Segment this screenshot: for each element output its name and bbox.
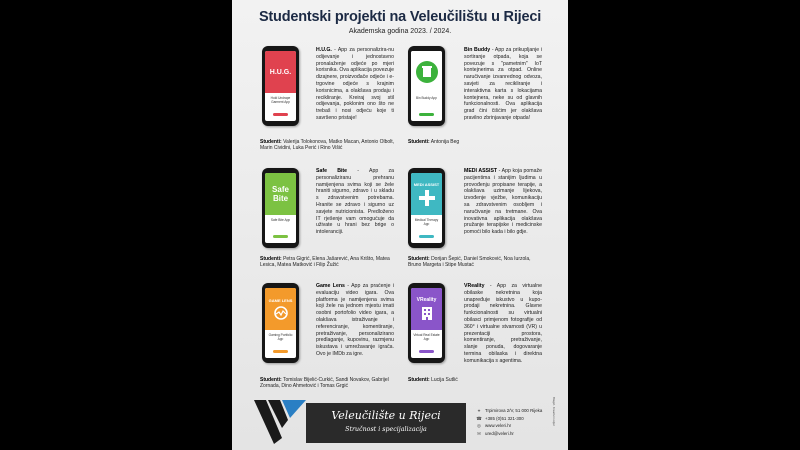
- screen-button: [273, 235, 288, 238]
- screen-caption: Gaming Portfolio App: [268, 333, 293, 341]
- screen-button: [273, 113, 288, 116]
- screen-button: [273, 350, 288, 353]
- location-icon: ⌖: [477, 408, 481, 413]
- contact-block: [476, 407, 542, 437]
- screen-caption: Medical Therapy App: [414, 218, 439, 226]
- poster-title: Studentski projekti na Veleučilištu u Rijeci: [258, 9, 542, 25]
- project-description-vreality: VReality - App za virtualne obilaske nekretnina koja unapređuje iskustvo u kupo-prodaji nekretnina. Glavne funkcionalnosti su virtualni obilasci primjenom fotografije od 360° i virtualne stvarnosti (VR) u prezentaciji prostora, komentiranje, pretraživanje, slanje ponuda, dogovaranje termina obilaska i direktna komunikacija s agentima.: [464, 283, 542, 364]
- phone-screen: [265, 51, 296, 121]
- screen-button: [419, 113, 434, 116]
- project-description-hug: H.U.G. - App za personalizira-nu odijevanje i jednostavno pronalaženje odjeće po mjeri korisnika. Ova aplikacija povezuje dizajnere, proizvođače odjeće i e-trgovine odjeće s krajnim korisnicima, a olakšava prodaju i recikliranje. Kreiraj svoj stil odijevanja, poklonim ono što ne trebaš i nosi odjeću koje ti savršeno pristaje!: [316, 47, 394, 121]
- screen-caption: Hold Undrape Garment App: [270, 96, 291, 104]
- phone-screen: [411, 51, 442, 121]
- project-students-binbuddy: Studenti: Antonija Beg: [408, 139, 460, 145]
- project-students-vreality: Studenti: Lucija Sutlić: [408, 377, 458, 383]
- phone: +385 (0)51 321-300: [485, 415, 524, 421]
- project-name: Game Lens: [316, 283, 345, 289]
- phone-screen: [411, 288, 442, 358]
- medical-cross-icon: MEDI ASSIST: [411, 173, 442, 215]
- side-credit: Blagić. Kreativni odjel: [552, 397, 556, 426]
- phone-mockup-safebite: [262, 168, 299, 248]
- phone-screen: [265, 288, 296, 358]
- project-students-hug: Studenti: Valerija Tolokonova, Matko Macan, Antonio Olbolt, Marin Cividini, Luka Perić i Rino Višić: [260, 139, 395, 152]
- veleri-logo: [252, 398, 308, 446]
- phone-screen: [411, 173, 442, 243]
- screen-caption: Bin Buddy App: [416, 96, 437, 100]
- institution-name: Veleučilište u Rijeci: [331, 409, 441, 422]
- website-link[interactable]: www.veleri.hr: [485, 423, 512, 428]
- poster-subtitle: Akademska godina 2023. / 2024.: [348, 28, 452, 35]
- project-name: Bin Buddy: [464, 47, 491, 53]
- mail-icon: ✉: [477, 430, 481, 436]
- hug-logo: H.U.G.: [265, 51, 296, 93]
- project-students-safebite: Studenti: Petra Gigrić, Elena Jašarević, Ana Krišto, Matea Lesica, Matea Matković i Filip Žužić: [260, 256, 390, 269]
- screen-caption: Safe Bite App: [270, 218, 291, 222]
- project-name: VReality: [464, 283, 485, 289]
- project-description-gamelens: Game Lens - App za praćenje i evaluaciju video igara. Ova platforma je namijenjena svima koji žele na jednom mjestu imati osobni portofolio video igara, a olakšava istraživanje i referenciranje, komentiranje, pretraživanje, personalizirano predlaganje, kupovinu, razmjenu iskustava i umrežavanje igrača. Ovo je IMDb za igre.: [316, 283, 394, 357]
- institution-tagline: Stručnost i specijalizacija: [345, 426, 427, 433]
- phone-icon: ☎: [476, 415, 482, 421]
- project-students-mediassist: Studenti: Dorijan Šepić, Daniel Smoković, Noa Iurzola, Bruno Margeta i Stipe Mustać: [408, 256, 531, 269]
- project-name: MEDI ASSIST: [464, 168, 498, 174]
- phone-mockup-gamelens: [262, 283, 299, 363]
- globe-icon: ◎: [477, 423, 481, 428]
- phone-mockup-binbuddy: [408, 46, 445, 126]
- email-link[interactable]: ured@veleri.hr: [485, 430, 514, 436]
- project-name: H.U.G.: [316, 47, 332, 53]
- gamelens-logo: GAME LENS: [265, 288, 296, 330]
- address: Trpimirova 2/V, 51 000 Rijeka: [485, 408, 543, 413]
- project-description-mediassist: MEDI ASSIST - App koja pomaže pacijentima i stanijim ljudima u provođenju propisane terapije, a olakšava uzimanje lijekova, izvođenje vježbe, komunikaciju sa zdravstvenim osobljem i naručivanje na tretmane. Ova inovativna aplikacija olakšava pružanje terapijske i medicinske pomoći bilo kada i bilo gdje.: [464, 168, 542, 236]
- phone-mockup-mediassist: [408, 168, 445, 248]
- poster: [232, 0, 568, 450]
- recycle-icon: [411, 51, 442, 93]
- safebite-logo: Safe Bite: [265, 173, 296, 215]
- screen-caption: Virtual Real Estate App: [413, 333, 440, 341]
- project-description-safebite: Safe Bite - App za personaliziranu prehranu namijenjena svima koji se žele hraniti sigurno, zdravo i u skladu s zdravstvenim potrebama. Hranite se zdravo i sigurno uz savjete nutricionista. Predloženo IT rješenje vam omogućuje da uživate u hrani bez brige o intoleranciji.: [316, 168, 394, 236]
- project-description-binbuddy: Bin Buddy - App za prikupljanje i sortiranje otpada, koja se povezuje s "pametnim" IoT kontejnerima za otpad. Online naručivanje izvanrednog odvoza, savjeti za recikliranje i interaktivna karta s lokacijama kontejnera, neke su od glavnih funkcionalnosti. Ova aplikacija grad čini čišćim jer olakšava pravilno zbrinjavanje otpada!: [464, 47, 542, 121]
- project-name: Safe Bite: [316, 168, 348, 174]
- phone-screen: [265, 173, 296, 243]
- phone-mockup-hug: [262, 46, 299, 126]
- phone-mockup-vreality: [408, 283, 445, 363]
- vreality-logo: VReality: [411, 288, 442, 330]
- screen-button: [419, 235, 434, 238]
- project-students-gamelens: Studenti: Tomislav Bijelić-Curkić, Sandi Novakov, Gabrijel Zornada, Dino Ahmetović i Tomas Grgić: [260, 377, 389, 390]
- screen-button: [419, 350, 434, 353]
